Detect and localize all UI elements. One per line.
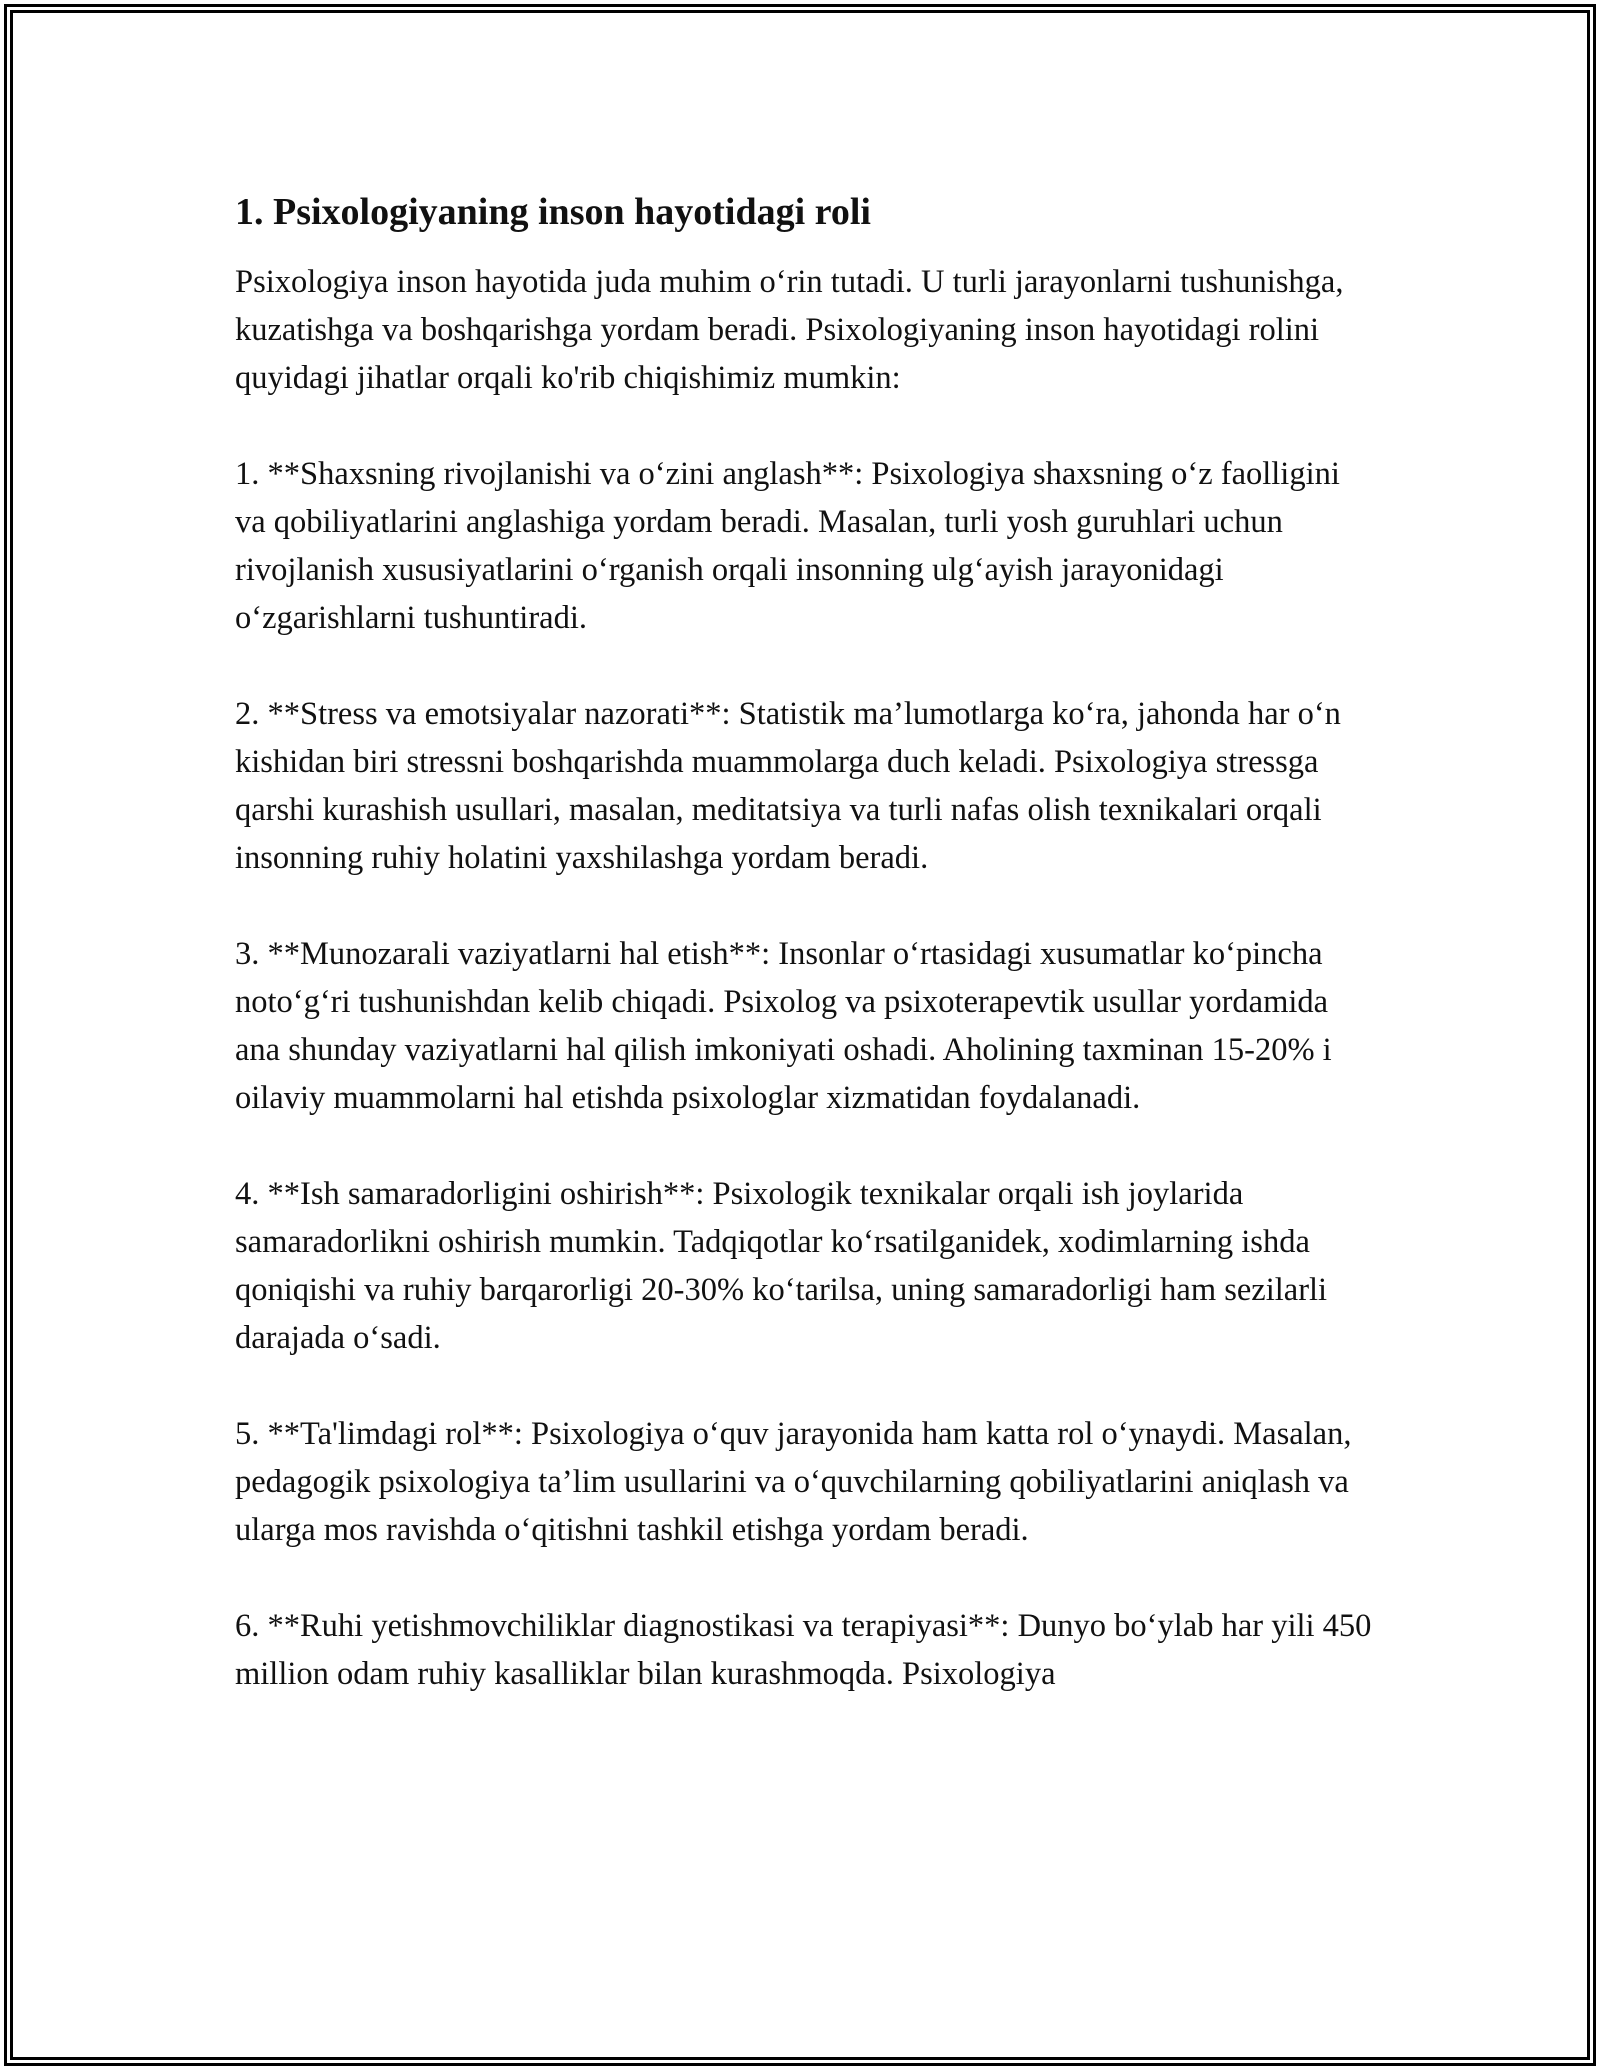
list-item-education-role: 5. **Ta'limdagi rol**: Psixologiya o‘quv jarayonida ham katta rol o‘ynaydi. Masalan, pedagogik psixologiya ta’lim usullarini va o‘quvchilarning qobiliyatlarini aniqlash va ularga mos ravishda o‘qitishni tashkil etishga yordam beradi. — [235, 1416, 1352, 1548]
list-item-mental-health-therapy: 6. **Ruhi yetishmovchiliklar diagnostikasi va terapiyasi**: Dunyo bo‘ylab har yili 450 million odam ruhiy kasalliklar bilan kurashmoqda. Psixologiya — [235, 1608, 1372, 1692]
list-item-conflict-resolution: 3. **Munozarali vaziyatlarni hal etish**: Insonlar o‘rtasidagi xusumatlar ko‘pincha noto‘g‘ri tushunishdan kelib chiqadi. Psixolog va psixoterapevtik usullar yordamida ana shunday vaziyatlarni hal qilish imkoniyati oshadi. Aholining taxminan 15-20% i oilaviy muammolarni hal etishda psixologlar xizmatidan foydalanadi. — [235, 936, 1332, 1116]
list-item-work-efficiency: 4. **Ish samaradorligini oshirish**: Psixologik texnikalar orqali ish joylarida samaradorlikni oshirish mumkin. Tadqiqotlar ko‘rsatilganidek, xodimlarning ishda qoniqishi va ruhiy barqarorligi 20-30% ko‘tarilsa, uning samaradorligi ham sezilarli darajada o‘sadi. — [235, 1176, 1328, 1356]
section-title: 1. Psixologiyaning inson hayotidagi roli — [235, 191, 871, 233]
list-item-personality-development: 1. **Shaxsning rivojlanishi va o‘zini anglash**: Psixologiya shaxsning o‘z faolligini va qobiliyatlarini anglashiga yordam beradi. Masalan, turli yosh guruhlari uchun rivojlanish xususiyatlarini o‘rganish orqali insonning ulg‘ayish jarayonidagi o‘zgarishlarni tushuntiradi. — [235, 456, 1340, 636]
intro-paragraph: Psixologiya inson hayotida juda muhim o‘rin tutadi. U turli jarayonlarni tushunishga, kuzatishga va boshqarishga yordam beradi. Psixologiyaning inson hayotidagi rolini quyidagi jihatlar orqali ko'rib chiqishimiz mumkin: — [235, 264, 1344, 396]
list-item-stress-control: 2. **Stress va emotsiyalar nazorati**: Statistik ma’lumotlarga ko‘ra, jahonda har o‘n kishidan biri stressni boshqarishda muammolarga duch keladi. Psixologiya stressga qarshi kurashish usullari, masalan, meditatsiya va turli nafas olish texnikalari orqali insonning ruhiy holatini yaxshilashga yordam beradi. — [235, 696, 1341, 876]
document-body — [235, 188, 1375, 1698]
